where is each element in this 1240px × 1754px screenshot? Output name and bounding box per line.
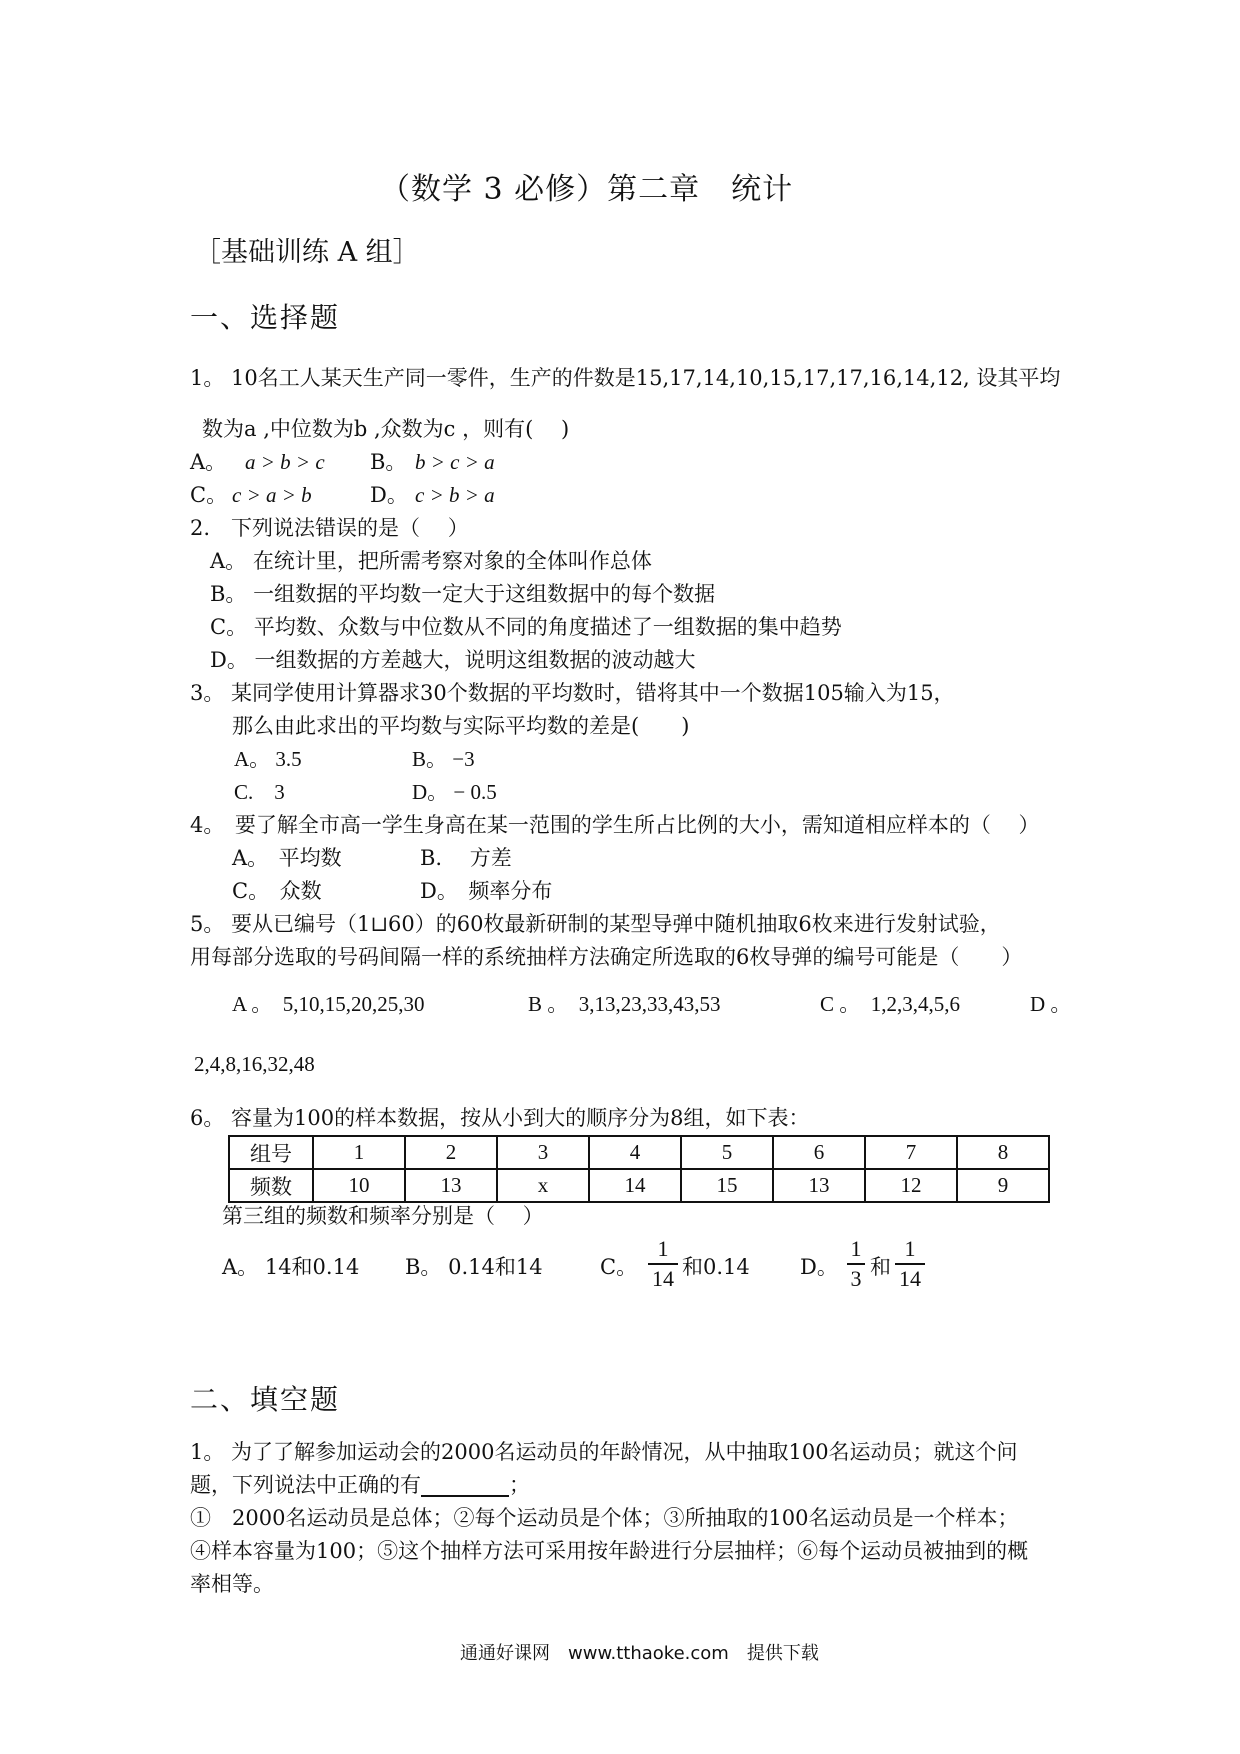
table-cell: 13 — [405, 1169, 497, 1202]
q6-stem: 6。 容量为100的样本数据，按从小到大的顺序分为8组，如下表： — [190, 1106, 810, 1130]
table-row — [229, 1169, 1049, 1202]
q1-option-a: a > b > c — [245, 450, 325, 474]
fill1-line2 — [190, 1473, 530, 1497]
fraction-bar — [648, 1263, 678, 1265]
q3-line1: 3。 某同学使用计算器求30个数据的平均数时，错将其中一个数据105输入为15， — [190, 681, 955, 705]
q2-option-d: D。 一组数据的方差越大，说明这组数据的波动越大 — [210, 648, 696, 672]
q5-option-d-label: D 。 — [1030, 992, 1072, 1016]
q1-line2: 数为a ,中位数为b ,众数为c ，则有( ) — [202, 417, 570, 441]
fraction-numerator: 1 — [657, 1236, 669, 1261]
q6-option-d-label: D。 — [800, 1255, 838, 1279]
q6-option-d-fraction-2 — [895, 1237, 925, 1291]
section-choice-heading: 一、选择题 — [190, 301, 341, 334]
q3-option-c: C. 3 — [234, 780, 285, 804]
table-row — [229, 1136, 1049, 1169]
q1-option-c-label: C。 — [190, 483, 228, 507]
q3-line2: 那么由此求出的平均数与实际平均数的差是( ) — [232, 714, 690, 738]
q5-option-c: C 。 1,2,3,4,5,6 — [820, 992, 961, 1016]
q2-option-c: C。 平均数、众数与中位数从不同的角度描述了一组数据的集中趋势 — [210, 615, 842, 639]
q4-option-b: B. 方差 — [420, 846, 512, 870]
q1-option-c: c > a > b — [232, 483, 312, 507]
table-cell: 7 — [865, 1136, 957, 1169]
page-title: （数学 3 必修）第二章 统计 — [380, 172, 794, 207]
q1-option-b-label: B。 — [370, 450, 407, 474]
q5-line1: 5。 要从已编号（1⊔60）的60枚最新研制的某型导弹中随机抽取6枚来进行发射试验， — [190, 912, 1001, 936]
q3-option-d: D。 − 0.5 — [412, 780, 497, 804]
table-cell: 6 — [773, 1136, 865, 1169]
fill1-line1: 1。 为了了解参加运动会的2000名运动员的年龄情况，从中抽取100名运动员；就这个问 — [190, 1440, 1018, 1464]
q4-stem: 4。 要了解全市高一学生身高在某一范围的学生所占比例的大小，需知道相应样本的（ ） — [190, 813, 1040, 837]
q1-line1: 1。 10名工人某天生产同一零件，生产的件数是15,17,14,10,15,17,17,16,14,12, 设其平均 — [190, 366, 1061, 390]
group-heading: ［基础训练 A 组］ — [194, 237, 420, 268]
q1-option-d: c > b > a — [415, 483, 495, 507]
fraction-numerator: 1 — [904, 1236, 916, 1261]
q1-option-a-label: A。 — [190, 450, 227, 474]
fill1-line2-end: ； — [509, 1473, 530, 1497]
q4-option-a: A。 平均数 — [232, 846, 342, 870]
q6-option-b: B。 0.14和14 — [405, 1255, 543, 1279]
table-cell: x — [497, 1169, 589, 1202]
table-header-cell: 组号 — [229, 1136, 313, 1169]
q6-option-d-mid: 和 — [870, 1255, 891, 1279]
fraction-bar — [895, 1263, 925, 1265]
table-cell: 10 — [313, 1169, 405, 1202]
footer-credit: 通通好课网 www.tthaoke.com 提供下载 — [460, 1643, 819, 1664]
table-cell: 1 — [313, 1136, 405, 1169]
q6-option-c-tail: 和0.14 — [682, 1255, 750, 1279]
table-cell: 2 — [405, 1136, 497, 1169]
q6-option-c-label: C。 — [600, 1255, 638, 1279]
fraction-denominator: 14 — [652, 1266, 674, 1291]
q1-option-b: b > c > a — [415, 450, 495, 474]
fill1-line4: ④样本容量为100；⑤这个抽样方法可采用按年龄进行分层抽样；⑥每个运动员被抽到的概 — [190, 1539, 1029, 1563]
q2-option-a: A。 在统计里，把所需考察对象的全体叫作总体 — [210, 549, 652, 573]
table-cell: 3 — [497, 1136, 589, 1169]
table-header-cell: 频数 — [229, 1169, 313, 1202]
q2-option-b: B。 一组数据的平均数一定大于这组数据中的每个数据 — [210, 582, 716, 606]
answer-blank[interactable] — [421, 1477, 509, 1497]
table-cell: 5 — [681, 1136, 773, 1169]
q6-option-a: A。 14和0.14 — [222, 1255, 360, 1279]
q2-stem: 2. 下列说法错误的是（ ） — [190, 516, 469, 540]
fill1-line2-text: 题，下列说法中正确的有 — [190, 1473, 421, 1497]
table-cell: 4 — [589, 1136, 681, 1169]
q3-option-a: A。 3.5 — [234, 747, 302, 771]
frequency-table — [228, 1135, 1050, 1203]
q6-question: 第三组的频数和频率分别是（ ） — [222, 1204, 544, 1228]
q4-option-c: C。 众数 — [232, 879, 322, 903]
fill1-line5: 率相等。 — [190, 1572, 274, 1596]
q5-option-b: B 。 3,13,23,33,43,53 — [528, 992, 721, 1016]
q5-option-a: A 。 5,10,15,20,25,30 — [232, 992, 425, 1016]
fraction-bar — [847, 1263, 865, 1265]
fill1-line3: ① 2000名运动员是总体；②每个运动员是个体；③所抽取的100名运动员是一个样本； — [190, 1506, 1019, 1530]
q6-option-c-fraction — [648, 1237, 678, 1291]
q3-option-b: B。 −3 — [412, 747, 475, 771]
table-cell: 9 — [957, 1169, 1049, 1202]
fraction-denominator: 3 — [850, 1266, 862, 1291]
fraction-numerator: 1 — [850, 1236, 862, 1261]
q4-option-d: D。 频率分布 — [420, 879, 553, 903]
q5-line2: 用每部分选取的号码间隔一样的系统抽样方法确定所选取的6枚导弹的编号可能是（ ） — [190, 945, 1023, 969]
q5-option-d: 2,4,8,16,32,48 — [194, 1052, 315, 1076]
table-cell: 8 — [957, 1136, 1049, 1169]
q1-option-d-label: D。 — [370, 483, 408, 507]
table-cell: 13 — [773, 1169, 865, 1202]
table-cell: 15 — [681, 1169, 773, 1202]
table-cell: 14 — [589, 1169, 681, 1202]
section-fill-heading: 二、填空题 — [190, 1383, 341, 1416]
q6-option-d-fraction-1 — [847, 1237, 865, 1291]
table-cell: 12 — [865, 1169, 957, 1202]
fraction-denominator: 14 — [899, 1266, 921, 1291]
